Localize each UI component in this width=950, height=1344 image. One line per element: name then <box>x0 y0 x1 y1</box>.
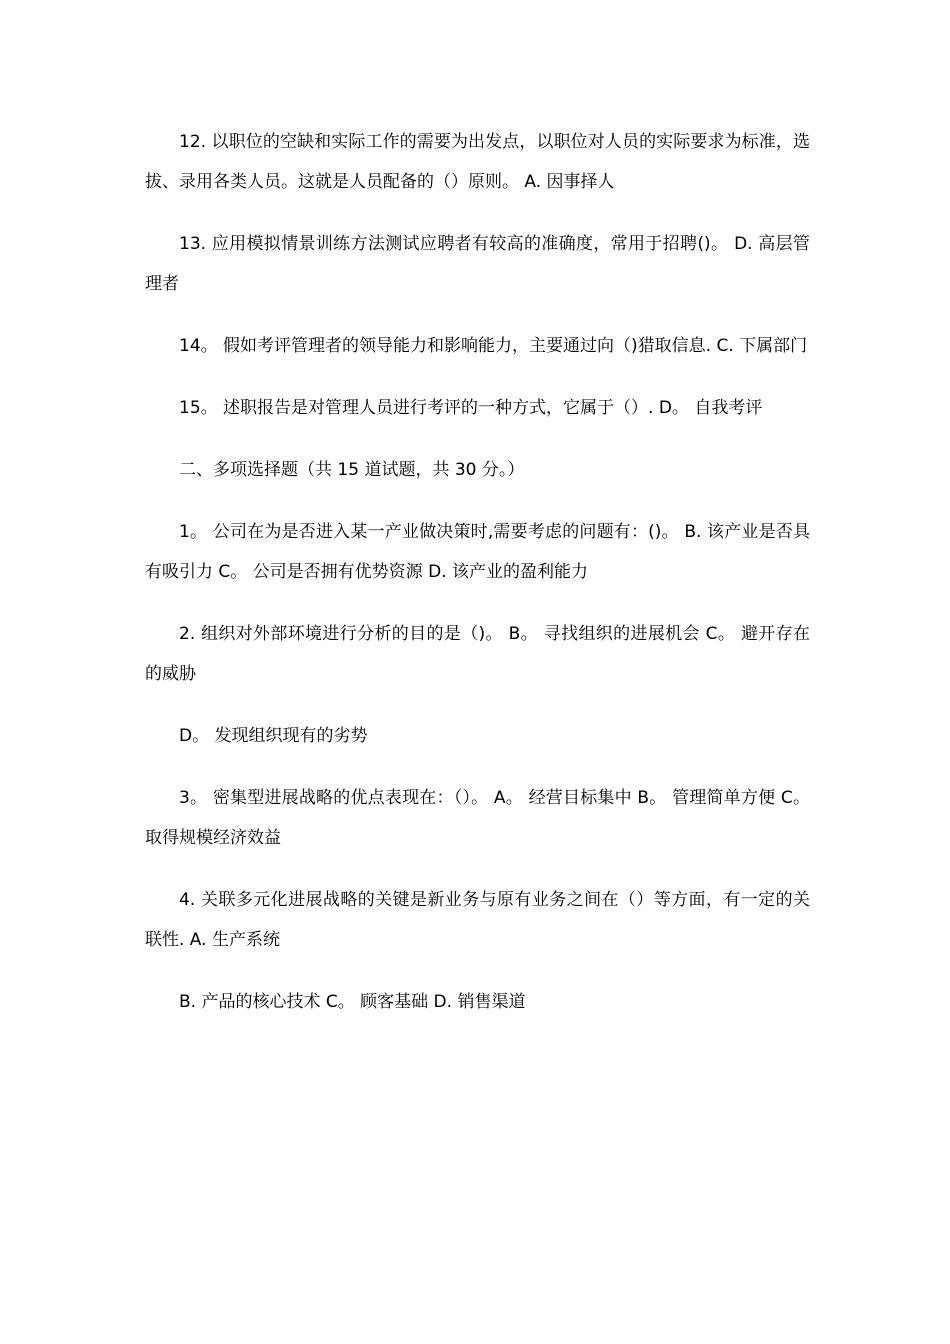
multi-question-1: 1。 公司在为是否进入某一产业做决策时,需要考虑的问题有：()。 B. 该产业是否具有吸引力 C。 公司是否拥有优势资源 D. 该产业的盈利能力 <box>145 522 810 582</box>
multi-question-4-options: B. 产品的核心技术 C。 顾客基础 D. 销售渠道 <box>179 992 526 1012</box>
document-body <box>145 122 810 1044</box>
section-heading-multiple-choice: 二、多项选择题（共 15 道试题，共 30 分。） <box>179 460 525 480</box>
question-12: 12. 以职位的空缺和实际工作的需要为出发点，以职位对人员的实际要求为标准，选拔、录用各类人员。这就是人员配备的（）原则。 A. 因事择人 <box>145 132 810 192</box>
question-14: 14。 假如考评管理者的领导能力和影响能力，主要通过向（)猎取信息. C. 下属部门 <box>179 336 808 356</box>
question-15: 15。 述职报告是对管理人员进行考评的一种方式，它属于（）. D。 自我考评 <box>179 398 763 418</box>
multi-question-2: 2. 组织对外部环境进行分析的目的是（)。 B。 寻找组织的进展机会 C。 避开存在的威胁 <box>145 624 810 684</box>
multi-question-2-option-d: D。 发现组织现有的劣势 <box>179 726 368 746</box>
multi-question-4: 4. 关联多元化进展战略的关键是新业务与原有业务之间在（）等方面，有一定的关联性. A. 生产系统 <box>145 890 810 950</box>
question-13: 13. 应用模拟情景训练方法测试应聘者有较高的准确度，常用于招聘()。 D. 高层管理者 <box>145 234 810 294</box>
multi-question-3: 3。 密集型进展战略的优点表现在：（）。 A。 经营目标集中 B。 管理简单方便 C。 取得规模经济效益 <box>145 788 810 848</box>
